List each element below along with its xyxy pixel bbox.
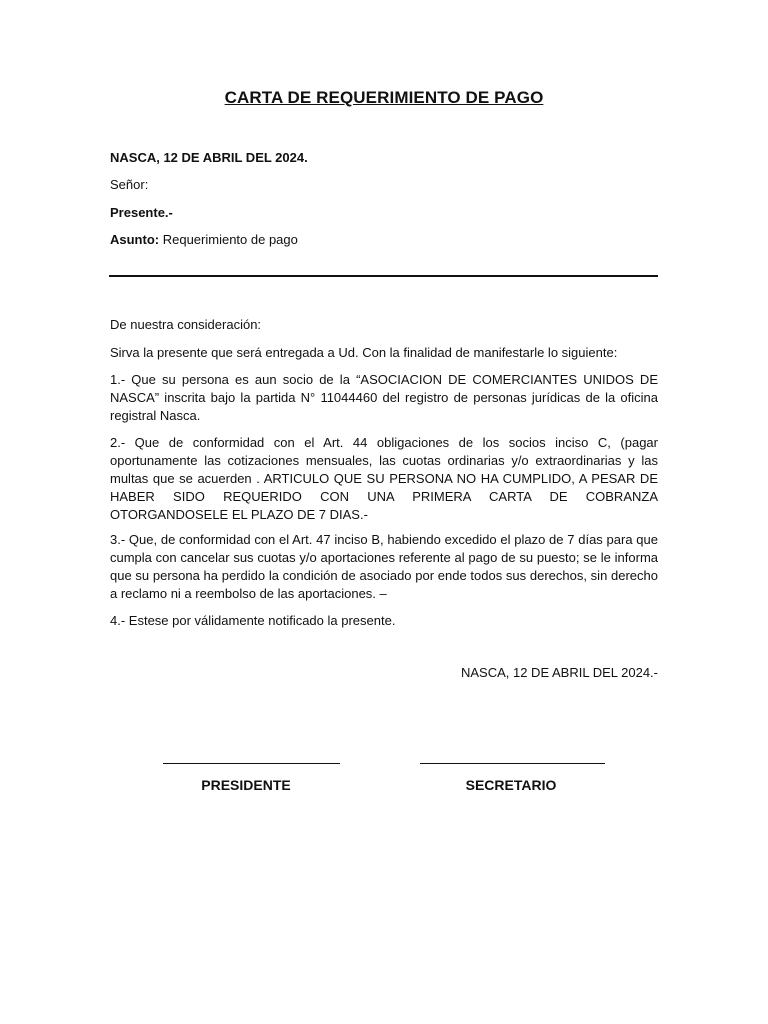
subject-value: Requerimiento de pago <box>159 232 298 247</box>
horizontal-rule <box>109 275 658 277</box>
signature-line-president <box>163 763 340 764</box>
greeting: De nuestra consideración: <box>110 317 262 332</box>
subject-label: Asunto: <box>110 232 160 247</box>
item-1-paragraph: 1.- Que su persona es aun socio de la “ASOCIACION DE COMERCIANTES UNIDOS DE NASCA” inscrita bajo la partida N° 11044460 del registro de personas jurídicas de la oficina registral Nasca. <box>110 372 658 423</box>
item-3-paragraph: 3.- Que, de conformidad con el Art. 47 inciso B, habiendo excedido el plazo de 7 días para que cumpla con cancelar sus cuotas y/o aportaciones referente al pago de su puesto; se le informa que su persona ha perdido la condición de asociado por ende todos sus derechos, sin derecho a reclamo ni a reembolso de las aportaciones. – <box>110 532 658 601</box>
place-date: NASCA, 12 DE ABRIL DEL 2024. <box>110 150 308 165</box>
signature-label-president: PRESIDENTE <box>201 777 291 793</box>
signature-line-secretary <box>420 763 605 764</box>
intro-paragraph: Sirva la presente que será entregada a Ud. Con la finalidad de manifestarle lo siguiente: <box>110 345 618 360</box>
item-4-paragraph: 4.- Estese por válidamente notificado la presente. <box>110 613 396 628</box>
item-2-paragraph: 2.- Que de conformidad con el Art. 44 obligaciones de los socios inciso C, (pagar oportunamente las cotizaciones mensuales, las cuotas ordinarias y/o extraordinarias y las multas que se acuerden . ARTICULO QUE SU PERSONA NO HA CUMPLIDO, A PESAR DE HABER SIDO REQUERIDO CON UNA PRIMERA CARTA DE COBRANZA OTORGANDOSELE EL PLAZO DE 7 DIAS.- <box>110 435 658 522</box>
salutation: Señor: <box>110 177 149 192</box>
subject-line <box>110 232 298 247</box>
document-title: CARTA DE REQUERIMIENTO DE PAGO <box>224 88 544 107</box>
presente-line: Presente.- <box>110 205 173 220</box>
signature-label-secretary: SECRETARIO <box>465 777 557 793</box>
closing-date: NASCA, 12 DE ABRIL DEL 2024.- <box>460 665 658 680</box>
